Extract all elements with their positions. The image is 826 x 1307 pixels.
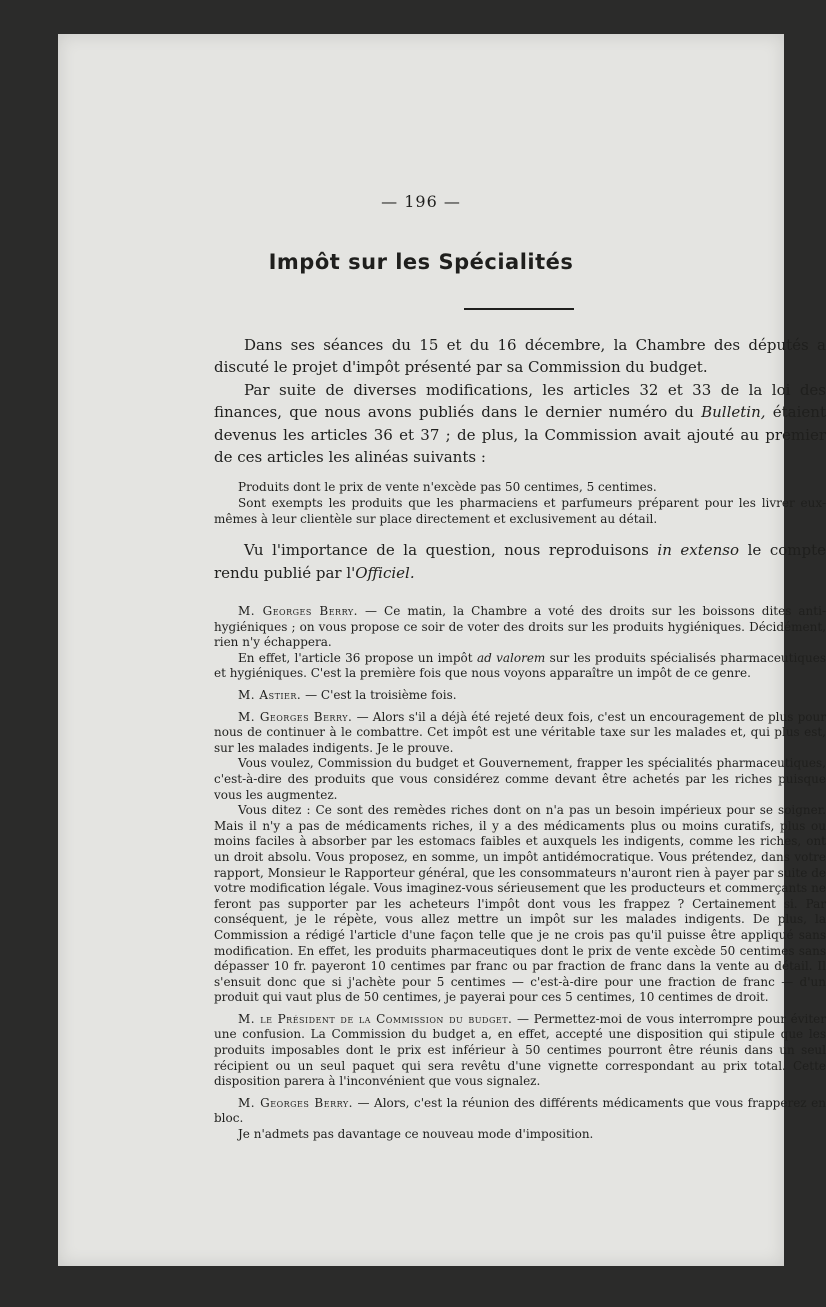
astier-statement: M. Astier. — C'est la troisième fois. [238, 688, 457, 702]
berry-statement-1b: En effet, l'article 36 propose un impôt ad valorem sur les produits spécialisés pharmaceutiques et hygiéniques. C'est la première fois que nous voyons apparaître un impôt de ce genre. [214, 650, 826, 681]
article-body [214, 334, 826, 1143]
in-extenso: in extenso [657, 541, 740, 560]
speaker-name: M. Georges Berry. [238, 604, 358, 619]
berry-statement-3b: Je n'admets pas davantage ce nouveau mode d'imposition. [238, 1127, 594, 1142]
speaker-name: M. Georges Berry. [238, 1095, 353, 1110]
importance-paragraph: Vu l'importance de la question, nous reproduisons in extenso le compte rendu publié par l'Officiel. [214, 541, 826, 582]
speaker-name: M. le Président de la Commission du budget. [238, 1011, 513, 1026]
bulletin-title: Bulletin, [701, 403, 766, 422]
berry-statement-2c: Vous ditez : Ce sont des remèdes riches dont on n'a pas un besoin impérieux pour se soigner. Mais il n'y a pas de médicaments riches, il y a des médicaments plus ou moins curatifs, plus ou moins faciles à absorber par les estomacs faibles et auxquels les indigents, comme les riches, ont un droit absolu. Vous proposez, en somme, un impôt antidémocratique. Vous prétendez, dans votre rapport, Monsieur le Rapporteur général, que les consommateurs n'auront rien à payer par suite de votre modification légale. Vous imaginez-vous sérieusement que les producteurs et commerçants ne feront pas supporter par les acheteurs l'impôt dont vous les frappez ? Certainement si. Par conséquent, je le répète, vous allez mettre un impôt sur les malades indigents. De plus, la Commission a rédigé l'article d'une façon telle que je ne crois pas qu'il puisse être appliqué sans modification. En effet, les produits pharmaceutiques dont le prix de vente excède 50 centimes sans dépasser 10 fr. payeront 10 centimes par franc ou par fraction de franc dans la vente au détail. Il s'ensuit donc que si j'achète pour 5 centimes — c'est-à-dire pour une fraction de franc — d'un produit qui vaut plus de 50 centimes, je payerai pour ces 5 centimes, 10 centimes de droit. [214, 803, 826, 1005]
page-title: Impôt sur les Spécialités [268, 250, 574, 274]
berry-statement-2: M. Georges Berry. — Alors s'il a déjà été rejeté deux fois, c'est un encouragement de plus pour nous de continuer à le combattre. Cet impôt est une véritable taxe sur les malades et, qui plus est, sur les malades indigents. Je le prouve. [214, 709, 826, 755]
speaker-name: M. Astier. [238, 688, 302, 702]
berry-statement-3: M. Georges Berry. — Alors, c'est la réunion des différents médicaments que vous frapperez en bloc. [214, 1095, 826, 1126]
quote-line-1: Produits dont le prix de vente n'excède pas 50 centimes, 5 centimes. [238, 480, 657, 495]
president-statement: M. le Président de la Commission du budget. — Permettez-moi de vous interrompre pour éviter une confusion. La Commission du budget a, en effet, accepté une disposition qui stipule que les produits imposables dont le prix est inférieur à 50 centimes pourront être réunis dans un seul récipient ou un seul paquet qui sera revêtu d'une vignette correspondant au prix total. Cette disposition parera à l'inconvénient que vous signalez. [214, 1011, 826, 1089]
berry-statement-1: M. Georges Berry. — Ce matin, la Chambre a voté des droits sur les boissons dites anti-hygiéniques ; on vous propose ce soir de voter des droits sur les produits hygiéniques. Décidément, rien n'y échappera. [214, 604, 826, 650]
berry-statement-2b: Vous voulez, Commission du budget et Gouvernement, frapper les spécialités pharmaceutiques, c'est-à-dire des produits que vous considérez comme devant être achetés par les riches puisque vous les augmentez. [214, 756, 826, 802]
page-sheet [58, 34, 826, 1266]
title-divider [464, 308, 574, 310]
intro-paragraph-1: Dans ses séances du 15 et du 16 décembre, la Chambre des députés a discuté le projet d'impôt présenté par sa Commission du budget. [214, 336, 826, 377]
intro-paragraph-2: Par suite de diverses modifications, les articles 32 et 33 de la loi des finances, que nous avons publiés dans le dernier numéro du Bulletin, étaient devenus les articles 36 et 37 ; de plus, la Commission avait ajouté au premier de ces articles les alinéas suivants : [214, 380, 826, 467]
officiel-title: Officiel. [355, 563, 415, 582]
speaker-name: M. Georges Berry. [238, 709, 353, 724]
quote-line-2: Sont exempts les produits que les pharmaciens et parfumeurs préparent pour les livrer eux-mêmes à leur clientèle sur place directement et exclusivement au détail. [214, 496, 826, 526]
page-number: — 196 — [381, 192, 461, 211]
